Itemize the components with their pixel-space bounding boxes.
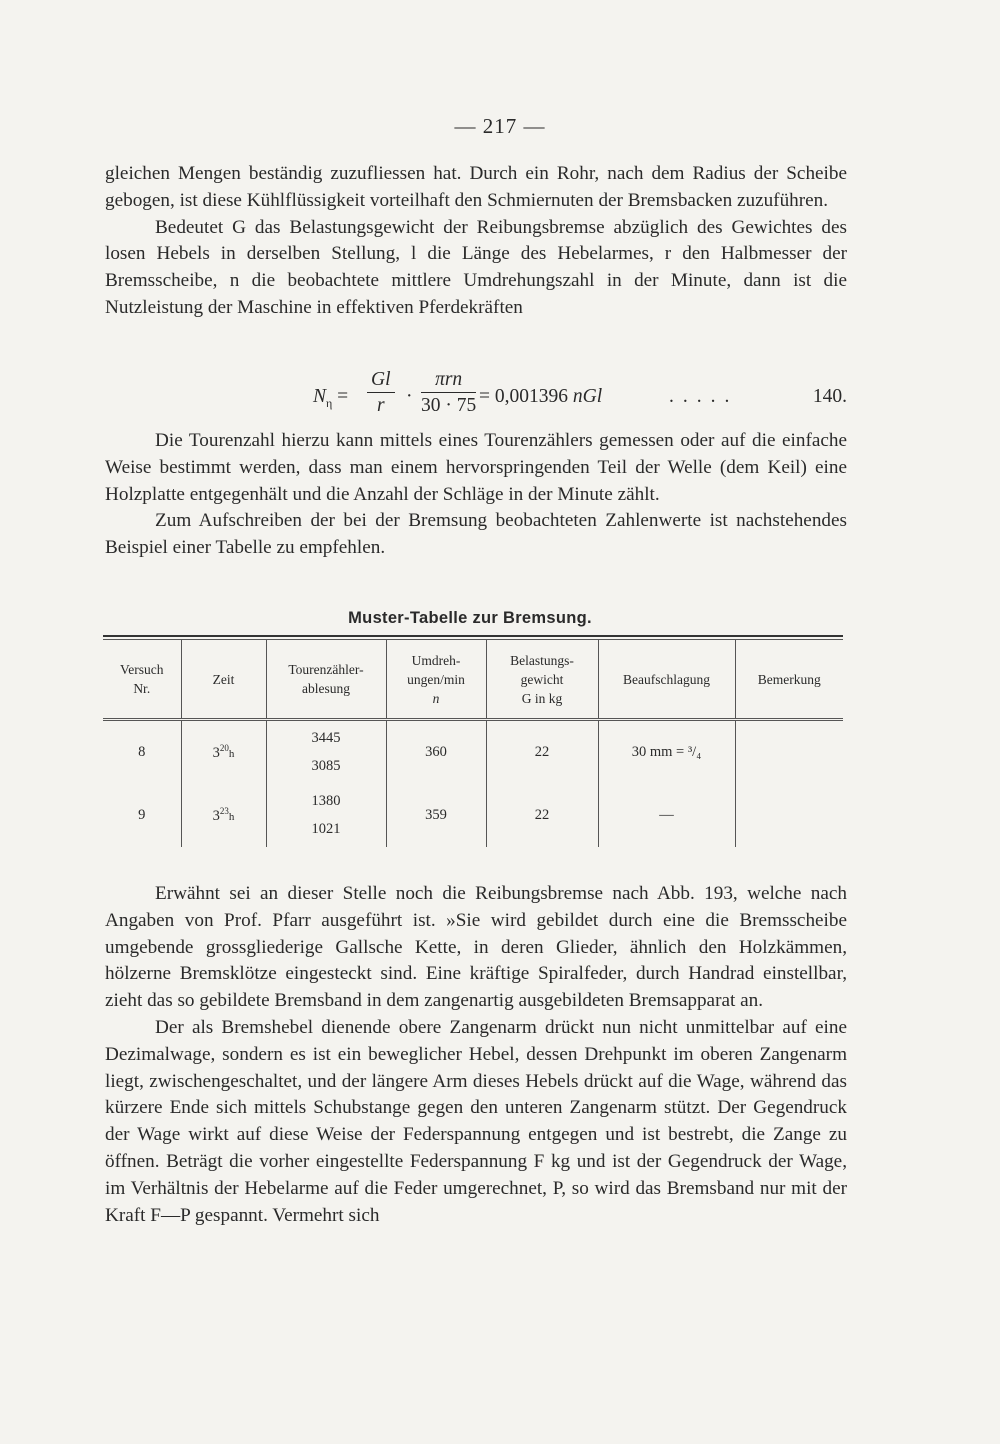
formula-leader: ..... bbox=[669, 386, 739, 407]
cell-bemerkung bbox=[735, 783, 843, 847]
table-caption: Muster-Tabelle zur Bremsung. bbox=[348, 609, 592, 627]
cell-touren: 3445 3085 bbox=[266, 720, 386, 784]
paragraph-3: Die Tourenzahl hierzu kann mittels eines Tourenzählers gemessen oder auf die einfache Weise bestimmt werden, dass man einem hervorspringenden Teil der Welle (dem Keil) eine Holzplatte entgegenhält und die Anzahl der Schläge in der Minute zählt. bbox=[105, 430, 847, 505]
cell-nr: 9 bbox=[138, 806, 146, 823]
cell-bemerkung bbox=[735, 720, 843, 784]
formula-140 bbox=[105, 368, 847, 430]
cell-gewicht: 22 bbox=[486, 720, 598, 784]
table-row bbox=[103, 783, 843, 847]
header-zeit: Zeit bbox=[181, 640, 266, 720]
header-umdrehungen: Umdreh- ungen/min n bbox=[386, 640, 486, 720]
paragraph-5: Erwähnt sei an dieser Stelle noch die Reibungsbremse nach Abb. 193, welche nach Angaben von Prof. Pfarr ausgeführt ist. »Sie wird gebildet durch eine die Bremsscheibe umgebende grossgliederige Gallsche Kette, in deren Glieder, ähnlich den Holzkämmen, hölzerne Bremsklötze eingesteckt sind. Eine kräftige Spiralfeder, durch Handrad einstellbar, zieht das so gebildete Bremsband in dem zangenartig ausgebildeten Bremsapparat an. bbox=[105, 883, 847, 1012]
table-row bbox=[103, 720, 843, 784]
paragraph-2: Bedeutet G das Belastungsgewicht der Reibungsbremse abzüglich des Gewichtes des losen Hebels in derselben Stellung, l die Länge des Hebelarmes, r den Halbmesser der Bremsscheibe, n die beobachtete mittlere Umdrehungszahl in der Minute, dann ist die Nutzleistung der Maschine in effektiven Pferdekräften bbox=[105, 216, 847, 318]
header-bemerkung: Bemerkung bbox=[735, 640, 843, 720]
table-rule-top bbox=[103, 635, 843, 637]
paragraph-1: gleichen Mengen beständig zuzufliessen hat. Durch ein Rohr, nach dem Radius der Scheibe gebogen, ist diese Kühlflüssigkeit vorteilhaft den Schmiernuten der Bremsbacken zuzuführen. bbox=[105, 163, 847, 211]
paragraph-4: Zum Aufschreiben der bei der Bremsung beobachteten Zahlenwerte ist nachstehendes Beispiel einer Tabelle zu empfehlen. bbox=[105, 510, 847, 559]
cell-touren: 1380 1021 bbox=[266, 783, 386, 847]
formula-rhs: = 0,001396 nGl bbox=[479, 386, 603, 407]
formula-dot: · bbox=[406, 386, 413, 407]
page-number: — 217 — bbox=[454, 114, 546, 138]
cell-umdrehungen: 359 bbox=[386, 783, 486, 847]
formula-fraction-1: $\frac{Gl}{r}$ bbox=[367, 368, 395, 419]
header-tourenzaehler: Tourenzähler- ablesung bbox=[266, 640, 386, 720]
header-beaufschlagung: Beaufschlagung bbox=[598, 640, 735, 720]
equation-number: 140. bbox=[812, 386, 847, 407]
text-block-bottom bbox=[105, 881, 847, 1229]
header-versuch: Versuch Nr. bbox=[120, 662, 164, 696]
cell-zeit: $3^{20}h$ bbox=[181, 720, 266, 784]
cell-umdrehungen: 360 bbox=[386, 720, 486, 784]
table-header-row bbox=[103, 640, 843, 720]
formula-lhs: $N_\eta$ = bbox=[313, 386, 349, 410]
cell-zeit: $3^{23}h$ bbox=[181, 783, 266, 847]
text-block-top bbox=[105, 161, 847, 322]
paragraph-6: Der als Bremshebel dienende obere Zangenarm drückt nun nicht unmittelbar auf eine Dezimalwage, sondern es ist ein beweglicher Hebel, dessen Drehpunkt im oberen Zangenarm liegt, zwischengeschaltet, und der längere Arm dieses Hebels drückt auf die Wage, während das kürzere Ende sich mittels Schubstange gegen den unteren Zangenarm stützt. Der Gegendruck der Wage wirkt auf diese Weise der Federspannung entgegen und ist bestrebt, die Zange zu öffnen. Beträgt die vorher eingestellte Federspannung F kg und ist der Gegendruck der Wage, im Verhältnis der Hebelarme auf die Feder umgerechnet, P, so wird das Bremsband nur mit der Kraft F—P gespannt. Vermehrt sich bbox=[105, 1016, 847, 1226]
formula-fraction-2: πrn 30 · 75 bbox=[421, 369, 477, 416]
braking-table bbox=[103, 635, 843, 847]
text-block-middle bbox=[105, 428, 847, 562]
cell-nr: 8 bbox=[138, 743, 146, 760]
header-gewicht: Belastungs- gewicht G in kg bbox=[486, 640, 598, 720]
cell-beaufschlagung: 30 mm = ³/₄ bbox=[598, 720, 735, 784]
cell-beaufschlagung: — bbox=[598, 783, 735, 847]
cell-gewicht: 22 bbox=[486, 783, 598, 847]
